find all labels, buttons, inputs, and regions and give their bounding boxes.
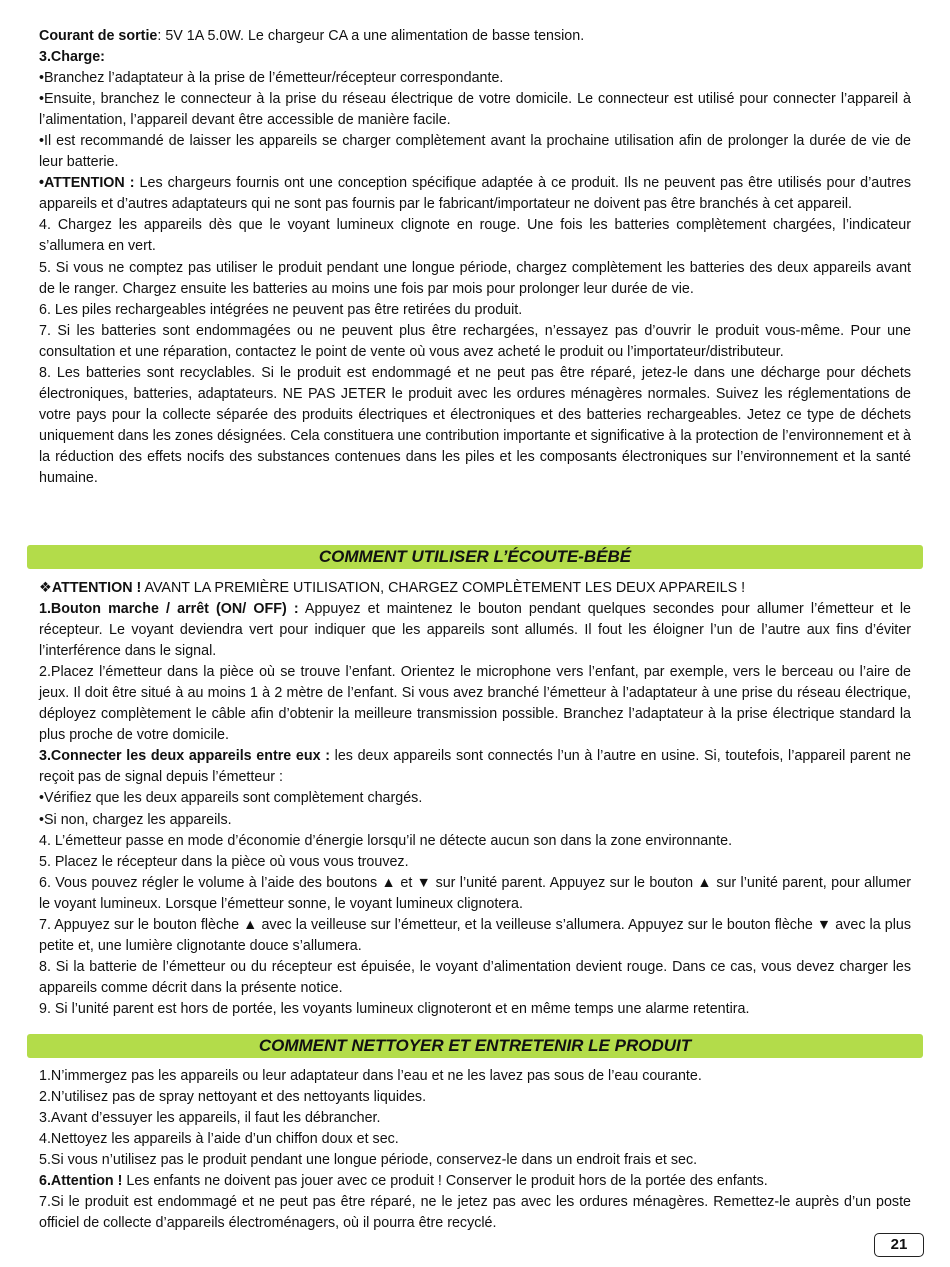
use-section-title: COMMENT UTILISER L’ÉCOUTE-BÉBÉ bbox=[27, 545, 923, 569]
charge-warning-label: •ATTENTION : bbox=[39, 175, 135, 192]
clean-item-5: 5.Si vous n’utilisez pas le produit pendant une longue période, conservez-le dans un endroit frais et sec. bbox=[39, 1152, 698, 1169]
use-warning-label: ❖ATTENTION ! bbox=[39, 580, 142, 596]
use-warning bbox=[39, 578, 911, 599]
charge-item-7: 7. Si les batteries sont endommagées ou ne peuvent plus être rechargées, n’essayez pas d’ouvrir le produit vous-même. Pour une consultation et une réparation, contactez le point de vente où vous avez acheté le produit ou l’importateur/distributeur. bbox=[39, 322, 911, 360]
use-step-3-bullet-1: •Vérifiez que les deux appareils sont complètement chargés. bbox=[39, 790, 423, 807]
output-text: : 5V 1A 5.0W. Le chargeur CA a une alimentation de basse tension. bbox=[157, 28, 585, 44]
charge-heading bbox=[39, 47, 911, 68]
charge-item-8: 8. Les batteries sont recyclables. Si le produit est endommagé et ne peut pas être réparé, jetez-le dans une décharge pour déchets électroniques, batteries, adaptateurs. NE PAS JETER le produit avec les ordures ménagères normales. Suivez les réglementations de votre pays pour la collecte séparée des produits électriques et électroniques et des batteries rechargeables. Jetez ce type de déchets uniquement dans les zones désignées. Cela constituera une contribution importante et significative à la protection de l’environnement et à la réduction des effets nocifs des substances contenues dans les piles et les composants électroniques sur l’environnement et la santé humaine. bbox=[39, 364, 911, 486]
charge-item-4: 4. Chargez les appareils dès que le voyant lumineux clignote en rouge. Une fois les batteries complètement chargées, l’indicateur s’allumera en vert. bbox=[39, 217, 911, 255]
clean-item-3: 3.Avant d’essuyer les appareils, il faut les débrancher. bbox=[39, 1110, 381, 1127]
use-step-1-label: 1.Bouton marche / arrêt (ON/ OFF) : bbox=[39, 601, 299, 618]
page-number: 21 bbox=[874, 1233, 924, 1257]
charge-item-5: 5. Si vous ne comptez pas utiliser le produit pendant une longue période, chargez complètement les batteries des deux appareils avant de le ranger. Chargez ensuite les batteries au moins une fois par mois pour prolonger leur durée de vie. bbox=[39, 259, 911, 297]
use-step-2: 2.Placez l’émetteur dans la pièce où se trouve l’enfant. Orientez le microphone vers l’enfant, par exemple, vers le berceau ou l’aire de jeux. Il doit être situé à au moins 1 à 2 mètre de l’enfant. Si vous avez branché l’émetteur à l’adaptateur à une prise du réseau électrique, déployez complètement le câble afin d’obtenir la meilleure transmission possible. Branchez l’adaptateur à la prise électrique standard la plus proche de votre domicile. bbox=[39, 664, 911, 744]
charge-section bbox=[39, 26, 911, 489]
clean-section-title: COMMENT NETTOYER ET ENTRETENIR LE PRODUIT bbox=[27, 1034, 923, 1058]
charge-warning-text: Les chargeurs fournis ont une conception spécifique adaptée à ce produit. Ils ne peuvent pas être utilisés pour d’autres appareils et d’autres adaptateurs qui ne sont pas fournis par le fabricant/importateur ne doivent pas être branchés à cet appareil. bbox=[39, 175, 911, 213]
use-section bbox=[39, 578, 911, 1020]
clean-item-7: 7.Si le produit est endommagé et ne peut pas être réparé, ne le jetez pas avec les ordures ménagères. Remettez-le auprès d’un poste officiel de collecte d’appareils électroménagers, où il pourra être recyclé. bbox=[39, 1194, 911, 1232]
clean-item-6 bbox=[39, 1171, 911, 1192]
clean-item-6-label: 6.Attention ! bbox=[39, 1173, 123, 1190]
clean-item-4: 4.Nettoyez les appareils à l’aide d’un chiffon doux et sec. bbox=[39, 1131, 399, 1148]
use-step-3-label: 3.Connecter les deux appareils entre eux : bbox=[39, 748, 330, 765]
use-step-1-text: Appuyez et maintenez le bouton pendant quelques secondes pour allumer l’émetteur et le récepteur. Le voyant deviendra vert pour indiquer que les appareils sont allumés. Il fout les éloigner l’un de l’autre aux fins d’éviter l’interférence dans le signal. bbox=[39, 601, 911, 660]
use-warning-text: AVANT LA PREMIÈRE UTILISATION, CHARGEZ COMPLÈTEMENT LES DEUX APPAREILS ! bbox=[141, 580, 746, 596]
charge-warning bbox=[39, 173, 911, 215]
charge-bullet-1: •Branchez l’adaptateur à la prise de l’émetteur/récepteur correspondante. bbox=[39, 70, 504, 87]
use-step-3 bbox=[39, 746, 911, 788]
use-step-1 bbox=[39, 599, 911, 662]
charge-heading-text: 3.Charge: bbox=[39, 49, 105, 66]
output-line bbox=[39, 26, 911, 47]
use-step-8: 8. Si la batterie de l’émetteur ou du récepteur est épuisée, le voyant d’alimentation devient rouge. Dans ce cas, vous devez charger les appareils comme décrit dans la présente notice. bbox=[39, 958, 911, 996]
use-step-5: 5. Placez le récepteur dans la pièce où vous vous trouvez. bbox=[39, 853, 409, 870]
use-step-3-text: les deux appareils sont connectés l’un à l’autre en usine. Si, toutefois, l’appareil parent ne reçoit pas de signal depuis l’émetteur : bbox=[39, 748, 912, 786]
use-step-3-bullet-2: •Si non, chargez les appareils. bbox=[39, 811, 232, 828]
charge-item-6: 6. Les piles rechargeables intégrées ne peuvent pas être retirées du produit. bbox=[39, 301, 523, 318]
clean-item-2: 2.N’utilisez pas de spray nettoyant et des nettoyants liquides. bbox=[39, 1089, 427, 1106]
use-step-7: 7. Appuyez sur le bouton flèche ▲ avec la veilleuse sur l’émetteur, et la veilleuse s’allumera. Appuyez sur le bouton flèche ▼ avec la plus petite et, une lumière clignotante douce s’allumera. bbox=[39, 916, 911, 954]
use-step-4: 4. L’émetteur passe en mode d’économie d’énergie lorsqu’il ne détecte aucun son dans la zone environnante. bbox=[39, 832, 733, 849]
charge-bullet-2: •Ensuite, branchez le connecteur à la prise du réseau électrique de votre domicile. Le connecteur est utilisé pour connecter l’appareil à l’alimentation, l’appareil devant être accessible de manière facile. bbox=[39, 91, 911, 129]
clean-section bbox=[39, 1066, 911, 1234]
use-step-6: 6. Vous pouvez régler le volume à l’aide des boutons ▲ et ▼ sur l’unité parent. Appuyez sur le bouton ▲ sur l’unité parent, pour allumer le voyant lumineux. Lorsque l’émetteur sonne, le voyant lumineux clignotera. bbox=[39, 874, 911, 912]
charge-bullet-3: •Il est recommandé de laisser les appareils se charger complètement avant la prochaine utilisation afin de prolonger la durée de vie de leur batterie. bbox=[39, 133, 911, 171]
use-step-9: 9. Si l’unité parent est hors de portée, les voyants lumineux clignoteront et en même temps une alarme retentira. bbox=[39, 1000, 750, 1017]
output-label: Courant de sortie bbox=[39, 28, 158, 44]
clean-item-1: 1.N’immergez pas les appareils ou leur adaptateur dans l’eau et ne les lavez pas sous de l’eau courante. bbox=[39, 1068, 702, 1084]
clean-item-6-text: Les enfants ne doivent pas jouer avec ce produit ! Conserver le produit hors de la portée des enfants. bbox=[122, 1173, 768, 1190]
